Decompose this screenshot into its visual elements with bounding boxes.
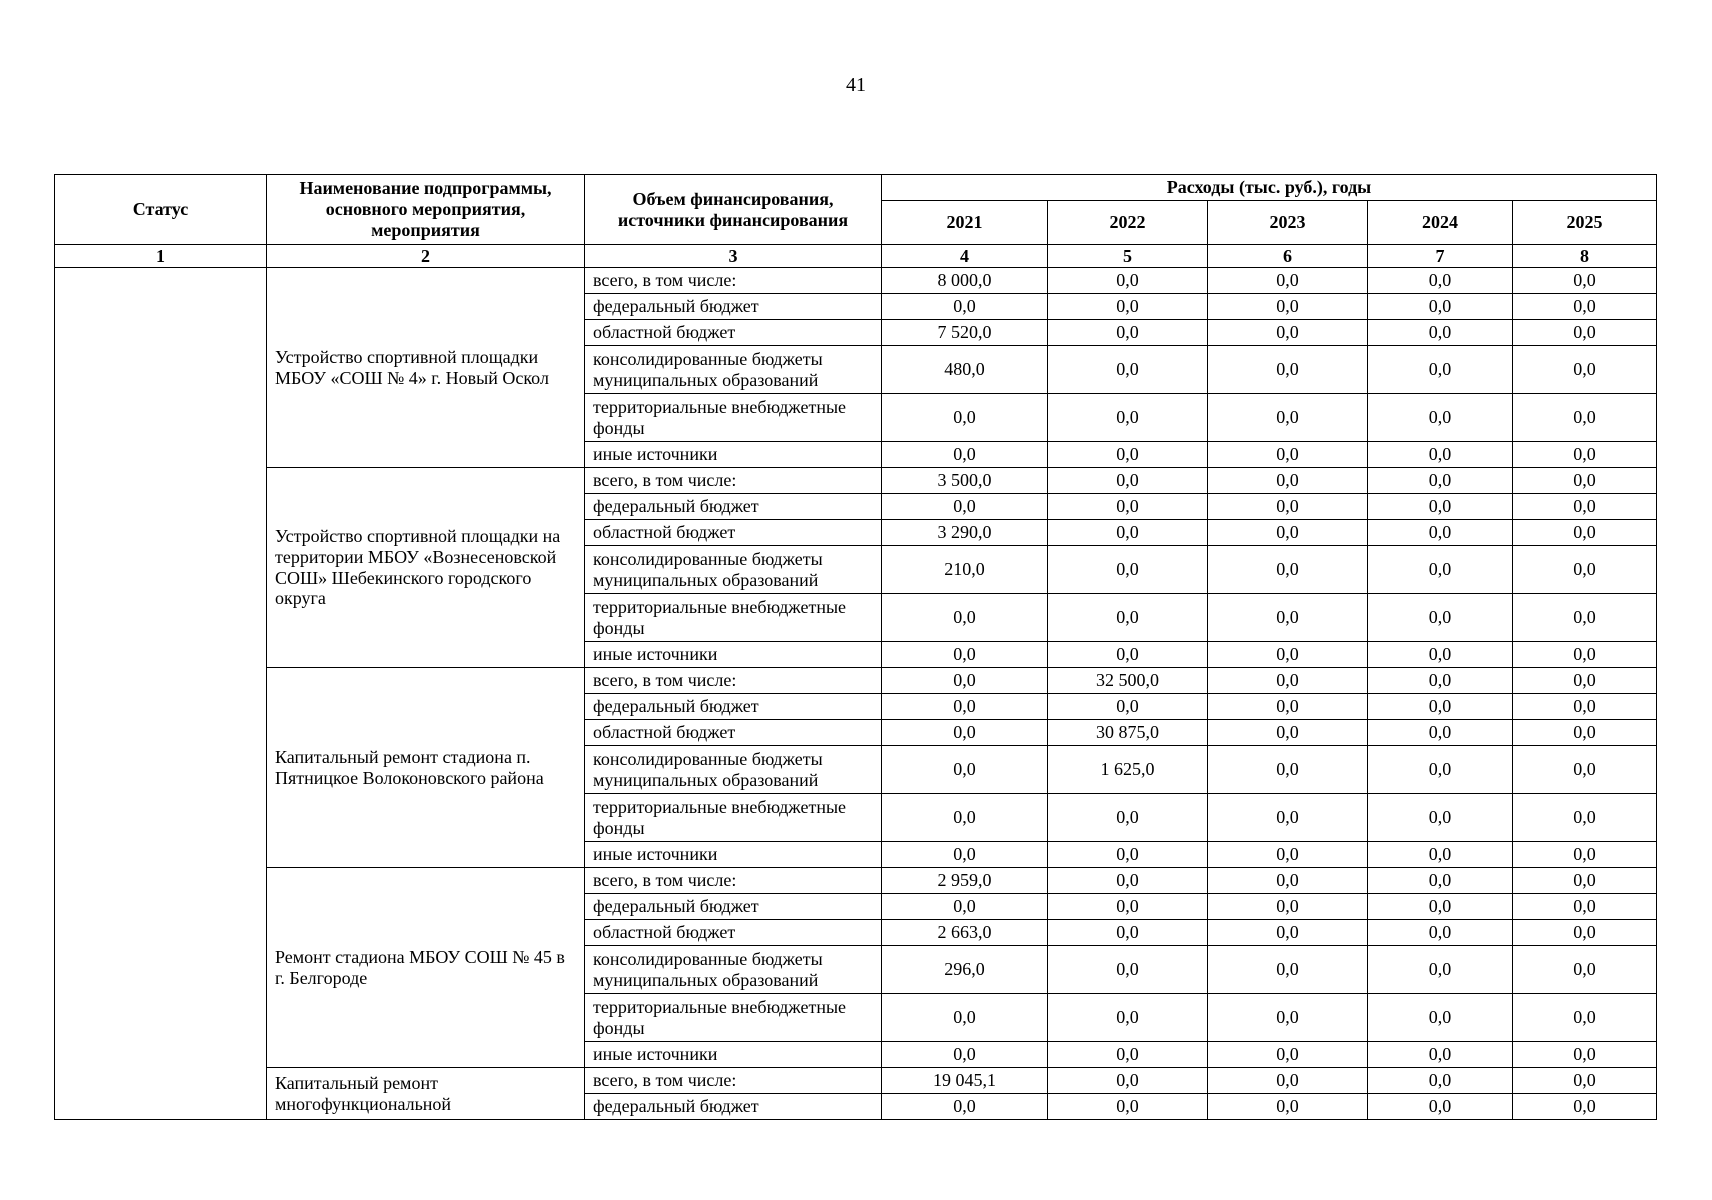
expense-value: 0,0 [1048, 442, 1208, 468]
table-row [55, 1068, 1657, 1094]
expense-value: 0,0 [1208, 842, 1368, 868]
expense-value: 0,0 [1368, 394, 1513, 442]
expense-value: 0,0 [1048, 394, 1208, 442]
header-year: 2021 [882, 201, 1048, 245]
funding-source: территориальные внебюджетные фонды [585, 794, 882, 842]
expense-value: 0,0 [1368, 520, 1513, 546]
funding-source: иные источники [585, 1042, 882, 1068]
expense-value: 0,0 [1208, 494, 1368, 520]
expense-value: 0,0 [1368, 746, 1513, 794]
expense-value: 0,0 [1513, 494, 1657, 520]
expense-value: 0,0 [1513, 346, 1657, 394]
expense-value: 0,0 [1368, 842, 1513, 868]
expense-value: 0,0 [1513, 794, 1657, 842]
expense-value: 0,0 [1368, 720, 1513, 746]
funding-source: федеральный бюджет [585, 894, 882, 920]
funding-source: территориальные внебюджетные фонды [585, 394, 882, 442]
expense-value: 0,0 [1513, 1094, 1657, 1120]
expense-value: 0,0 [1513, 868, 1657, 894]
page-number: 41 [846, 74, 866, 96]
expense-value: 0,0 [1368, 1094, 1513, 1120]
expense-value: 0,0 [1048, 920, 1208, 946]
column-number: 2 [267, 245, 585, 268]
expense-value: 0,0 [1208, 320, 1368, 346]
expense-value: 0,0 [1208, 1042, 1368, 1068]
expense-value: 0,0 [1208, 920, 1368, 946]
expense-value: 0,0 [1208, 268, 1368, 294]
expense-value: 0,0 [1048, 794, 1208, 842]
expense-value: 210,0 [882, 546, 1048, 594]
status-cell [55, 268, 267, 1120]
expense-value: 0,0 [882, 642, 1048, 668]
expense-value: 0,0 [1208, 946, 1368, 994]
expense-value: 0,0 [1208, 746, 1368, 794]
funding-source: всего, в том числе: [585, 1068, 882, 1094]
funding-source: федеральный бюджет [585, 694, 882, 720]
funding-source: территориальные внебюджетные фонды [585, 994, 882, 1042]
expense-value: 0,0 [1208, 1094, 1368, 1120]
expense-value: 8 000,0 [882, 268, 1048, 294]
expense-value: 0,0 [1208, 468, 1368, 494]
activity-name: Капитальный ремонт стадиона п. Пятницкое Волоконовского района [267, 668, 585, 868]
expense-value: 0,0 [1208, 294, 1368, 320]
table-row [55, 468, 1657, 494]
expense-value: 0,0 [1368, 1042, 1513, 1068]
expense-value: 0,0 [1048, 1094, 1208, 1120]
expense-value: 0,0 [1208, 642, 1368, 668]
expense-value: 0,0 [1048, 642, 1208, 668]
expense-value: 0,0 [1513, 520, 1657, 546]
expense-value: 0,0 [1208, 346, 1368, 394]
expense-value: 0,0 [882, 1094, 1048, 1120]
funding-source: консолидированные бюджеты муниципальных образований [585, 746, 882, 794]
expense-value: 0,0 [1368, 668, 1513, 694]
expense-value: 0,0 [1368, 546, 1513, 594]
expense-value: 0,0 [1048, 320, 1208, 346]
header-status: Статус [55, 175, 267, 245]
expense-value: 0,0 [1208, 994, 1368, 1042]
expense-value: 0,0 [1368, 494, 1513, 520]
expense-value: 0,0 [1048, 994, 1208, 1042]
funding-source: всего, в том числе: [585, 268, 882, 294]
funding-source: областной бюджет [585, 320, 882, 346]
funding-source: иные источники [585, 642, 882, 668]
column-number-row [55, 245, 1657, 268]
expense-value: 7 520,0 [882, 320, 1048, 346]
header-year: 2022 [1048, 201, 1208, 245]
expense-value: 0,0 [1208, 668, 1368, 694]
funding-source: областной бюджет [585, 920, 882, 946]
expense-value: 0,0 [1368, 920, 1513, 946]
table-row [55, 868, 1657, 894]
column-number: 1 [55, 245, 267, 268]
budget-table [54, 174, 1657, 1120]
funding-source: иные источники [585, 442, 882, 468]
expense-value: 2 959,0 [882, 868, 1048, 894]
expense-value: 1 625,0 [1048, 746, 1208, 794]
expense-value: 0,0 [1048, 294, 1208, 320]
funding-source: федеральный бюджет [585, 294, 882, 320]
expense-value: 3 290,0 [882, 520, 1048, 546]
expense-value: 0,0 [1513, 842, 1657, 868]
expense-value: 0,0 [1368, 594, 1513, 642]
expense-value: 0,0 [882, 694, 1048, 720]
expense-value: 0,0 [1048, 546, 1208, 594]
table-header [55, 175, 1657, 268]
expense-value: 0,0 [1368, 946, 1513, 994]
expense-value: 0,0 [1513, 268, 1657, 294]
column-number: 7 [1368, 245, 1513, 268]
header-year: 2025 [1513, 201, 1657, 245]
funding-source: всего, в том числе: [585, 468, 882, 494]
expense-value: 0,0 [1208, 894, 1368, 920]
expense-value: 480,0 [882, 346, 1048, 394]
expense-value: 0,0 [1048, 468, 1208, 494]
funding-source: территориальные внебюджетные фонды [585, 594, 882, 642]
expense-value: 0,0 [1513, 546, 1657, 594]
column-number: 3 [585, 245, 882, 268]
expense-value: 32 500,0 [1048, 668, 1208, 694]
header-funding: Объем финансирования, источники финансирования [585, 175, 882, 245]
expense-value: 0,0 [882, 994, 1048, 1042]
expense-value: 0,0 [1368, 320, 1513, 346]
expense-value: 0,0 [1368, 868, 1513, 894]
expense-value: 0,0 [1368, 794, 1513, 842]
expense-value: 0,0 [1208, 594, 1368, 642]
expense-value: 296,0 [882, 946, 1048, 994]
expense-value: 0,0 [1208, 1068, 1368, 1094]
funding-source: областной бюджет [585, 520, 882, 546]
expense-value: 0,0 [882, 668, 1048, 694]
expense-value: 0,0 [882, 794, 1048, 842]
expense-value: 0,0 [1368, 1068, 1513, 1094]
column-number: 5 [1048, 245, 1208, 268]
expense-value: 0,0 [882, 594, 1048, 642]
expense-value: 0,0 [1513, 894, 1657, 920]
activity-name: Капитальный ремонт многофункциональной [267, 1068, 585, 1120]
expense-value: 0,0 [1048, 842, 1208, 868]
expense-value: 0,0 [1208, 720, 1368, 746]
expense-value: 0,0 [1368, 642, 1513, 668]
expense-value: 0,0 [1048, 868, 1208, 894]
funding-source: федеральный бюджет [585, 494, 882, 520]
expense-value: 0,0 [1048, 946, 1208, 994]
expense-value: 0,0 [1513, 468, 1657, 494]
funding-source: федеральный бюджет [585, 1094, 882, 1120]
expense-value: 0,0 [1513, 694, 1657, 720]
expense-value: 0,0 [1048, 268, 1208, 294]
expense-value: 0,0 [1368, 468, 1513, 494]
expense-value: 0,0 [882, 394, 1048, 442]
activity-name: Ремонт стадиона МБОУ СОШ № 45 в г. Белгороде [267, 868, 585, 1068]
table-body [55, 268, 1657, 1120]
expense-value: 0,0 [1368, 894, 1513, 920]
expense-value: 0,0 [1048, 520, 1208, 546]
expense-value: 0,0 [1208, 520, 1368, 546]
expense-value: 0,0 [1368, 694, 1513, 720]
header-year: 2024 [1368, 201, 1513, 245]
expense-value: 0,0 [1513, 394, 1657, 442]
expense-value: 0,0 [1513, 720, 1657, 746]
expense-value: 0,0 [1048, 694, 1208, 720]
funding-source: всего, в том числе: [585, 868, 882, 894]
expense-value: 0,0 [1368, 294, 1513, 320]
expense-value: 0,0 [1368, 994, 1513, 1042]
expense-value: 0,0 [1048, 594, 1208, 642]
expense-value: 0,0 [1048, 346, 1208, 394]
expense-value: 0,0 [1048, 494, 1208, 520]
expense-value: 0,0 [1208, 442, 1368, 468]
header-year: 2023 [1208, 201, 1368, 245]
expense-value: 0,0 [1208, 794, 1368, 842]
expense-value: 0,0 [1513, 994, 1657, 1042]
expense-value: 0,0 [1513, 1068, 1657, 1094]
expense-value: 0,0 [1513, 642, 1657, 668]
table-row [55, 668, 1657, 694]
expense-value: 0,0 [1513, 320, 1657, 346]
expense-value: 3 500,0 [882, 468, 1048, 494]
expense-value: 2 663,0 [882, 920, 1048, 946]
expense-value: 0,0 [882, 442, 1048, 468]
table-row [55, 268, 1657, 294]
expense-value: 0,0 [1048, 1068, 1208, 1094]
expense-value: 0,0 [1048, 894, 1208, 920]
expense-value: 0,0 [882, 294, 1048, 320]
header-expenses: Расходы (тыс. руб.), годы [882, 175, 1657, 201]
expense-value: 0,0 [882, 894, 1048, 920]
expense-value: 0,0 [1368, 442, 1513, 468]
column-number: 8 [1513, 245, 1657, 268]
column-number: 6 [1208, 245, 1368, 268]
expense-value: 0,0 [1513, 946, 1657, 994]
funding-source: всего, в том числе: [585, 668, 882, 694]
expense-value: 0,0 [1513, 442, 1657, 468]
expense-value: 0,0 [1208, 546, 1368, 594]
expense-value: 0,0 [882, 842, 1048, 868]
expense-value: 0,0 [882, 746, 1048, 794]
expense-value: 0,0 [882, 720, 1048, 746]
expense-value: 0,0 [1208, 694, 1368, 720]
funding-source: областной бюджет [585, 720, 882, 746]
funding-source: консолидированные бюджеты муниципальных образований [585, 546, 882, 594]
funding-source: консолидированные бюджеты муниципальных образований [585, 946, 882, 994]
expense-value: 0,0 [1368, 268, 1513, 294]
column-number: 4 [882, 245, 1048, 268]
expense-value: 0,0 [1513, 668, 1657, 694]
expense-value: 0,0 [1368, 346, 1513, 394]
expense-value: 0,0 [882, 494, 1048, 520]
expense-value: 0,0 [1513, 920, 1657, 946]
expense-value: 0,0 [1208, 868, 1368, 894]
expense-value: 0,0 [1048, 1042, 1208, 1068]
activity-name: Устройство спортивной площадки на территории МБОУ «Вознесеновской СОШ» Шебекинского городского округа [267, 468, 585, 668]
funding-source: иные источники [585, 842, 882, 868]
expense-value: 0,0 [1208, 394, 1368, 442]
header-name: Наименование подпрограммы, основного мероприятия, мероприятия [267, 175, 585, 245]
expense-value: 0,0 [1513, 746, 1657, 794]
expense-value: 30 875,0 [1048, 720, 1208, 746]
expense-value: 0,0 [1513, 294, 1657, 320]
expense-value: 19 045,1 [882, 1068, 1048, 1094]
expense-value: 0,0 [1513, 594, 1657, 642]
activity-name: Устройство спортивной площадки МБОУ «СОШ № 4» г. Новый Оскол [267, 268, 585, 468]
funding-source: консолидированные бюджеты муниципальных образований [585, 346, 882, 394]
expense-value: 0,0 [882, 1042, 1048, 1068]
expense-value: 0,0 [1513, 1042, 1657, 1068]
